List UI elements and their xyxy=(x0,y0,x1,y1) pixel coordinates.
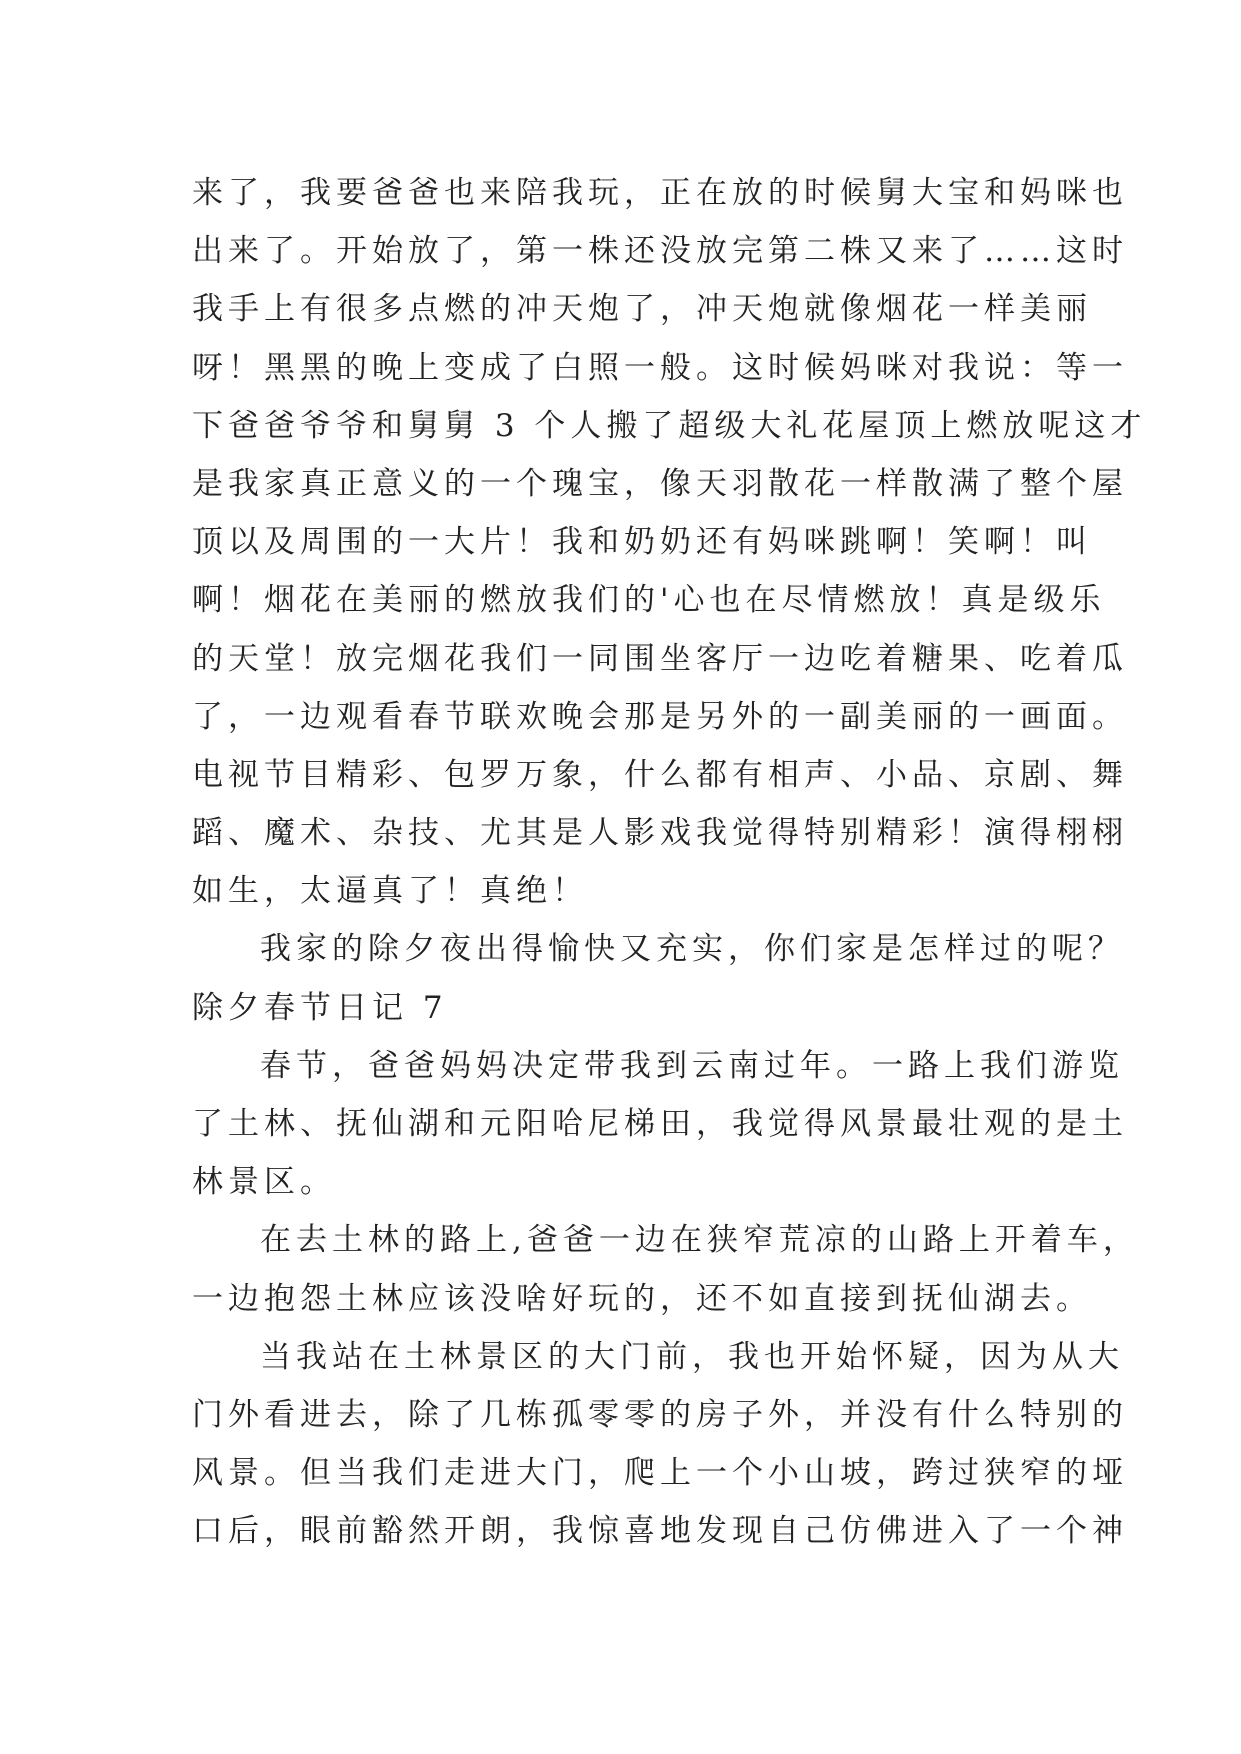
text-line: 的天堂！放完烟花我们一同围坐客厅一边吃着糖果、吃着瓜 xyxy=(192,640,1128,677)
text-line: 蹈、魔术、杂技、尤其是人影戏我觉得特别精彩！演得栩栩 xyxy=(192,815,1128,852)
text-line: 是我家真正意义的一个瑰宝，像天羽散花一样散满了整个屋 xyxy=(192,465,1128,502)
text-line: 了土林、抚仙湖和元阳哈尼梯田，我觉得风景最壮观的是土 xyxy=(192,1106,1128,1142)
text-line: 出来了。开始放了，第一株还没放完第二株又来了……这时 xyxy=(192,233,1128,270)
text-line: 来了，我要爸爸也来陪我玩，正在放的时候舅大宝和妈咪也 xyxy=(192,175,1128,211)
text-line: 如生，太逼真了！真绝！ xyxy=(192,873,588,910)
paragraph-first-line: 春节，爸爸妈妈决定带我到云南过年。一路上我们游览 xyxy=(260,1047,1124,1084)
paragraph-first-line: 在去土林的路上,爸爸一边在狭窄荒凉的山路上开着车， xyxy=(260,1222,1139,1259)
text-line: 啊！烟花在美丽的燃放我们的'心也在尽情燃放！真是级乐 xyxy=(192,582,1106,619)
text-line: 下爸爸爷爷和舅舅 3 个人搬了超级大礼花屋顶上燃放呢这才 xyxy=(192,407,1147,444)
text-line: 电视节目精彩、包罗万象，什么都有相声、小品、京剧、舞 xyxy=(192,756,1128,793)
text-line: 呀！黑黑的晚上变成了白照一般。这时候妈咪对我说：等一 xyxy=(192,349,1128,386)
text-line: 风景。但当我们走进大门，爬上一个小山坡，跨过狭窄的垭 xyxy=(192,1455,1128,1492)
text-line: 林景区。 xyxy=(192,1164,336,1201)
text-line: 了，一边观看春节联欢晚会那是另外的一副美丽的一画面。 xyxy=(192,698,1128,735)
text-line: 一边抱怨土林应该没啥好玩的，还不如直接到抚仙湖去。 xyxy=(192,1280,1092,1317)
text-line: 除夕春节日记 7 xyxy=(192,989,448,1026)
text-line: 我手上有很多点燃的冲天炮了，冲天炮就像烟花一样美丽 xyxy=(192,291,1092,328)
document-body xyxy=(192,164,1147,1561)
text-line: 口后，眼前豁然开朗，我惊喜地发现自己仿佛进入了一个神 xyxy=(192,1513,1128,1550)
text-line: 顶以及周围的一大片！我和奶奶还有妈咪跳啊！笑啊！叫 xyxy=(192,524,1092,561)
text-line: 门外看进去，除了几栋孤零零的房子外，并没有什么特别的 xyxy=(192,1396,1128,1433)
paragraph-first-line: 我家的除夕夜出得愉快又充实，你们家是怎样过的呢？ xyxy=(260,931,1124,968)
paragraph-first-line: 当我站在土林景区的大门前，我也开始怀疑，因为从大 xyxy=(260,1338,1124,1375)
